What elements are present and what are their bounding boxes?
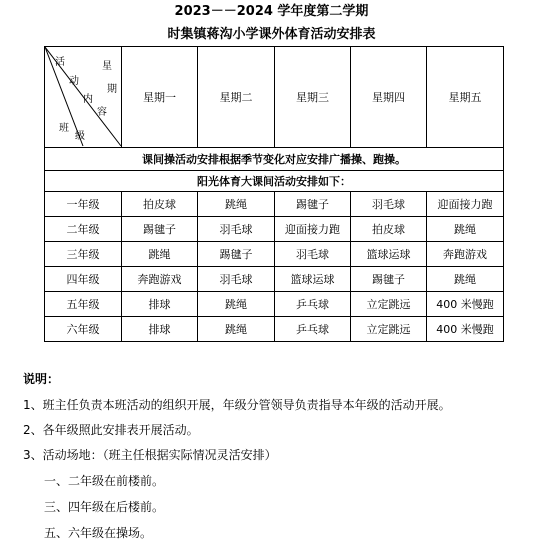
activity-cell: 400 米慢跑 (427, 292, 504, 317)
activity-cell: 踢毽子 (198, 242, 275, 267)
corner-char-4: 容 (97, 107, 107, 118)
corner-char-7: 班 (59, 123, 69, 134)
activity-cell: 羽毛球 (275, 242, 351, 267)
activity-cell: 排球 (122, 292, 198, 317)
grade-cell: 三年级 (45, 242, 122, 267)
corner-char-3: 内 (83, 94, 93, 105)
grade-cell: 一年级 (45, 192, 122, 217)
grade-cell: 四年级 (45, 267, 122, 292)
activity-cell: 奔跑游戏 (427, 242, 504, 267)
corner-char-1: 活 (55, 57, 65, 68)
activity-cell: 羽毛球 (198, 267, 275, 292)
schedule-note: 课间操活动安排根据季节变化对应安排广播操、跑操。 (45, 148, 504, 171)
activity-cell: 排球 (122, 317, 198, 342)
activity-cell: 乒乓球 (275, 317, 351, 342)
activity-cell: 拍皮球 (122, 192, 198, 217)
venue-item: 五、六年级在操场。 (44, 526, 153, 540)
day-header-mon: 星期一 (122, 47, 198, 148)
day-header-tue: 星期二 (198, 47, 275, 148)
schedule-subheading: 阳光体育大课间活动安排如下： (45, 171, 504, 192)
corner-char-8: 级 (75, 131, 85, 142)
activity-cell: 奔跑游戏 (122, 267, 198, 292)
activity-cell: 迎面接力跑 (427, 192, 504, 217)
table-row (45, 267, 504, 292)
document-title: 2023－－2024 学年度第二学期 (174, 4, 369, 19)
day-header-fri: 星期五 (427, 47, 504, 148)
activity-cell: 跳绳 (427, 217, 504, 242)
explanation-heading: 说明： (23, 372, 60, 386)
grade-cell: 五年级 (45, 292, 122, 317)
activity-cell: 羽毛球 (198, 217, 275, 242)
document-subtitle: 时集镇蒋沟小学课外体育活动安排表 (167, 27, 376, 42)
venue-item: 一、二年级在前楼前。 (44, 474, 165, 488)
activity-cell: 踢毽子 (275, 192, 351, 217)
activity-cell: 立定跳远 (351, 292, 427, 317)
explanation-item: 1、班主任负责本班活动的组织开展，年级分管领导负责指导本年级的活动开展。 (23, 398, 451, 412)
diagonal-header-cell (45, 47, 122, 148)
venue-item: 三、四年级在后楼前。 (44, 500, 165, 514)
activity-cell: 跳绳 (427, 267, 504, 292)
activity-cell: 乒乓球 (275, 292, 351, 317)
explanation-item: 3、活动场地：（班主任根据实际情况灵活安排） (23, 448, 277, 462)
day-header-wed: 星期三 (275, 47, 351, 148)
corner-char-6: 期 (107, 84, 117, 95)
activity-cell: 拍皮球 (351, 217, 427, 242)
activity-cell: 跳绳 (198, 192, 275, 217)
day-header-thu: 星期四 (351, 47, 427, 148)
activity-cell: 迎面接力跑 (275, 217, 351, 242)
activity-cell: 立定跳远 (351, 317, 427, 342)
activity-cell: 跳绳 (122, 242, 198, 267)
header-row (45, 47, 504, 148)
grade-cell: 六年级 (45, 317, 122, 342)
note-row (45, 148, 504, 171)
schedule-table (44, 46, 504, 342)
activity-cell: 跳绳 (198, 292, 275, 317)
table-row (45, 217, 504, 242)
activity-cell: 篮球运球 (275, 267, 351, 292)
table-row (45, 317, 504, 342)
table-row (45, 292, 504, 317)
activity-cell: 跳绳 (198, 317, 275, 342)
activity-cell: 踢毽子 (351, 267, 427, 292)
table-row (45, 192, 504, 217)
subheading-row (45, 171, 504, 192)
corner-char-5: 星 (102, 61, 112, 72)
activity-cell: 400 米慢跑 (427, 317, 504, 342)
activity-cell: 踢毽子 (122, 217, 198, 242)
activity-cell: 羽毛球 (351, 192, 427, 217)
corner-char-2: 动 (69, 76, 79, 87)
activity-cell: 篮球运球 (351, 242, 427, 267)
explanation-item: 2、各年级照此安排表开展活动。 (23, 423, 199, 437)
grade-cell: 二年级 (45, 217, 122, 242)
table-row (45, 242, 504, 267)
